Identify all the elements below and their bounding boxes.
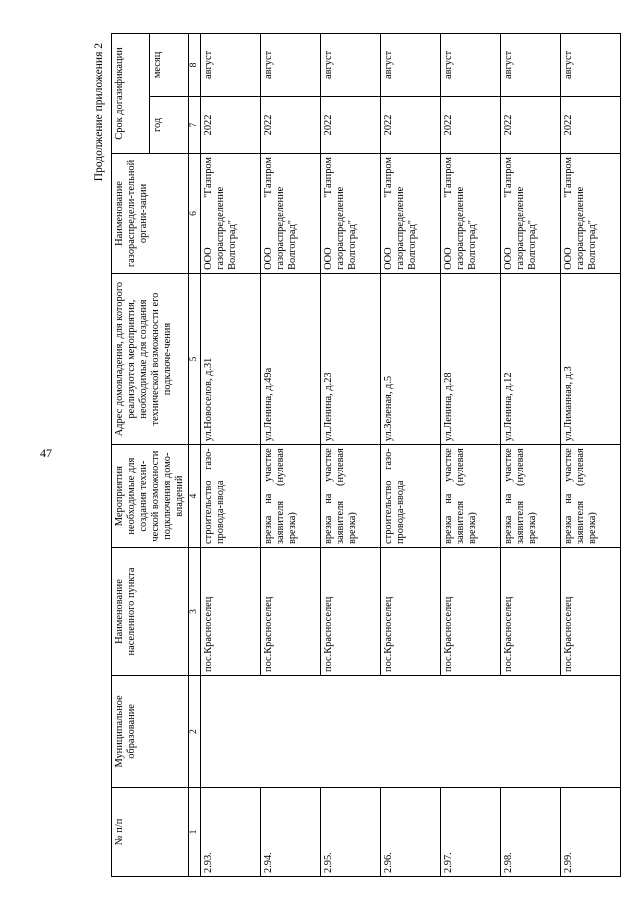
column-number: 6 — [188, 153, 200, 273]
row-settlement: пос.Красноселец — [320, 548, 380, 676]
row-measure: врезка на участке заявителя (нулевая врезка) — [440, 445, 500, 548]
row-year: 2022 — [380, 96, 440, 153]
column-number: 3 — [188, 548, 200, 676]
row-gdo: ООО "Газпром газораспределение Волгоград" — [260, 153, 320, 273]
row-measure: строительство газо-провода-ввода — [200, 445, 260, 548]
row-num: 2.98. — [500, 787, 560, 876]
header-year: год — [150, 96, 188, 153]
column-number: 8 — [188, 34, 200, 97]
row-year: 2022 — [560, 96, 620, 153]
continuation-title: Продолжение приложения 2 — [93, 43, 105, 182]
column-number-row — [188, 34, 200, 877]
header-row — [112, 34, 150, 877]
row-settlement: пос.Красноселец — [500, 548, 560, 676]
header-num: № п/п — [112, 787, 189, 876]
row-address: ул.Ленина, д.12 — [500, 273, 560, 444]
row-measure: врезка на участке заявителя (нулевая врезка) — [500, 445, 560, 548]
row-settlement: пос.Красноселец — [560, 548, 620, 676]
row-month: август — [440, 34, 500, 97]
row-gdo: ООО "Газпром газораспределение Волгоград" — [320, 153, 380, 273]
column-number: 7 — [188, 96, 200, 153]
column-number: 5 — [188, 273, 200, 444]
column-number: 2 — [188, 675, 200, 787]
header-month: месяц — [150, 34, 188, 97]
row-address: ул.Ленина, д.23 — [320, 273, 380, 444]
row-month: август — [500, 34, 560, 97]
row-settlement: пос.Красноселец — [440, 548, 500, 676]
row-gdo: ООО "Газпром газораспределение Волгоград" — [560, 153, 620, 273]
table-row — [200, 34, 260, 877]
header-address: Адрес домовладения, для которого реализуются мероприятия, необходимые для создания технической возможности его подключе-чения — [112, 273, 189, 444]
table-body — [200, 34, 620, 877]
row-year: 2022 — [440, 96, 500, 153]
column-number: 4 — [188, 445, 200, 548]
gasification-table — [111, 33, 621, 877]
row-address: ул.Ленина, д.28 — [440, 273, 500, 444]
row-gdo: ООО "Газпром газораспределение Волгоград" — [500, 153, 560, 273]
row-settlement: пос.Красноселец — [260, 548, 320, 676]
row-num: 2.97. — [440, 787, 500, 876]
row-num: 2.94. — [260, 787, 320, 876]
row-year: 2022 — [260, 96, 320, 153]
header-settlement: Наименование населенного пункта — [112, 548, 189, 676]
row-address: ул.Ленина, д.49а — [260, 273, 320, 444]
row-month: август — [320, 34, 380, 97]
header-gdo: Наименование газораспредели-тельной органи-зации — [112, 153, 189, 273]
row-month: август — [380, 34, 440, 97]
row-settlement: пос.Красноселец — [380, 548, 440, 676]
row-measure: врезка на участке заявителя (нулевая врезка) — [320, 445, 380, 548]
row-month: август — [560, 34, 620, 97]
row-measure: врезка на участке заявителя (нулевая врезка) — [260, 445, 320, 548]
header-deadline: Срок догазификации — [112, 34, 150, 154]
row-num: 2.99. — [560, 787, 620, 876]
row-gdo: ООО "Газпром газораспределение Волгоград" — [380, 153, 440, 273]
row-gdo: ООО "Газпром газораспределение Волгоград" — [200, 153, 260, 273]
row-measure: врезка на участке заявителя (нулевая врезка) — [560, 445, 620, 548]
row-year: 2022 — [320, 96, 380, 153]
row-municipality — [200, 675, 620, 787]
row-month: август — [260, 34, 320, 97]
page-number: 47 — [40, 446, 52, 460]
row-settlement: пос.Красноселец — [200, 548, 260, 676]
row-num: 2.95. — [320, 787, 380, 876]
row-measure: строительство газо-провода-ввода — [380, 445, 440, 548]
row-num: 2.96. — [380, 787, 440, 876]
row-address: ул.Зеленая, д.5 — [380, 273, 440, 444]
column-number: 1 — [188, 787, 200, 876]
rotated-table-area — [93, 33, 623, 877]
row-address: ул.Новоселов, д.31 — [200, 273, 260, 444]
header-measures: Мероприятия необходимые для создания техни-ческой возможности подключения домо-владений — [112, 445, 189, 548]
row-month: август — [200, 34, 260, 97]
row-num: 2.93. — [200, 787, 260, 876]
header-municipality: Муниципальное образование — [112, 675, 189, 787]
row-gdo: ООО "Газпром газораспределение Волгоград" — [440, 153, 500, 273]
row-year: 2022 — [200, 96, 260, 153]
row-address: ул.Лиманная, д.3 — [560, 273, 620, 444]
row-year: 2022 — [500, 96, 560, 153]
